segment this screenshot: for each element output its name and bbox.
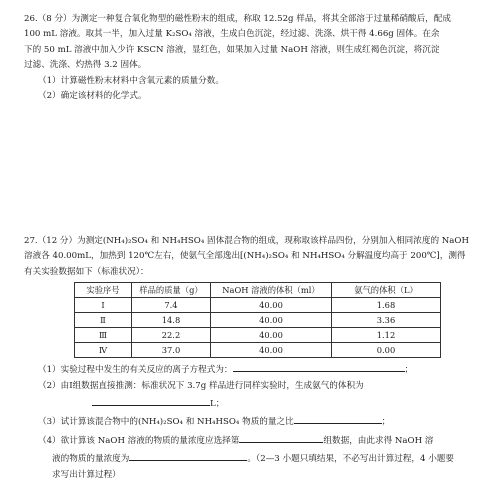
table-cell: Ⅱ — [75, 313, 132, 328]
table-cell: 40.00 — [211, 343, 332, 358]
q27-sub-2-end: L； — [210, 399, 225, 410]
answer-blank-ammonia-volume[interactable] — [92, 394, 210, 406]
q27-sub-4-note: 求写出计算过程） — [52, 469, 121, 480]
answer-blank-naoh-concentration[interactable] — [129, 449, 247, 461]
q27-sub-3 — [24, 412, 474, 430]
table-row — [75, 328, 441, 343]
table-cell: 3.36 — [332, 313, 441, 328]
table-row — [75, 313, 441, 328]
table-cell: 40.00 — [211, 328, 332, 343]
experiment-data-table — [74, 282, 441, 358]
q26-sub-1: （1）计算磁性粉末材料中含氧元素的质量分数。 — [38, 75, 224, 86]
q27-sub-1-end: ； — [404, 365, 414, 376]
q27-line: 溶液各 40.00mL，加热到 120℃左右，使氨气全部逸出[(NH₄)₂SO₄ 和 NH₄HSO₄ 分解温度均高于 200℃]，测得 — [24, 251, 466, 262]
table-cell: Ⅳ — [75, 343, 132, 358]
table-header: NaOH 溶液的体积（ml） — [211, 283, 332, 298]
table-cell: 7.4 — [132, 298, 211, 313]
table-cell: 40.00 — [211, 298, 332, 313]
table-header: 氨气的体积（L） — [332, 283, 441, 298]
question-26 — [24, 12, 474, 104]
q26-line: 过滤、洗涤、灼热得 3.2 固体。 — [24, 60, 147, 71]
table-header: 实验序号 — [75, 283, 132, 298]
table-cell: 0.00 — [332, 343, 441, 358]
q27-line: 有关实验数据如下（标准状况）： — [24, 266, 149, 277]
table-cell: 14.8 — [132, 313, 211, 328]
q26-sub-2: （2）确定该材料的化学式。 — [38, 91, 147, 102]
table-cell: 1.68 — [332, 298, 441, 313]
table-cell: 22.2 — [132, 328, 211, 343]
q26-line: 100 mL 溶液。取其一半，加入过量 K₂SO₄ 溶液，生成白色沉淀，经过滤、洗涤、烘干得 4.66g 固体。在余 — [24, 29, 440, 40]
table-cell: 37.0 — [132, 343, 211, 358]
table-row — [75, 298, 441, 313]
q27-line: 27.（12 分）为测定(NH₄)₂SO₄ 和 NH₄HSO₄ 固体混合物的组成，现称取该样品四份，分别加入相同浓度的 NaOH — [24, 236, 469, 246]
question-27 — [24, 234, 474, 483]
q26-line: 下的 50 mL 溶液中加入少许 KSCN 溶液，显红色，如果加入过量 NaOH 溶液，则生成红褐色沉淀，将沉淀 — [24, 44, 440, 55]
q27-sub-3-end: ； — [381, 417, 391, 428]
answer-blank-ionic-equation[interactable] — [233, 360, 405, 372]
q27-sub-2: （2）由Ⅰ组数据直接推测：标准状况下 3.7g 样品进行同样实验时，生成氨气的体积为 — [38, 380, 364, 391]
q27-sub-4-cont — [24, 449, 474, 467]
table-cell: 1.12 — [332, 328, 441, 343]
q27-sub-4-text-c: 液的物质的量浓度为 — [52, 454, 130, 465]
q27-sub-1 — [24, 360, 474, 378]
q27-sub-4 — [24, 431, 474, 449]
answer-blank-mole-ratio[interactable] — [294, 412, 382, 424]
q27-sub-4-text-a: （4）欲计算该 NaOH 溶液的物质的量浓度应选择第 — [38, 435, 240, 446]
q27-sub-2-answer — [24, 394, 474, 412]
table-cell: Ⅰ — [75, 298, 132, 313]
table-cell: 40.00 — [211, 313, 332, 328]
q27-sub-4-text-b: 组数据，由此求得 NaOH 溶 — [323, 435, 434, 446]
q27-sub-3-text: （3）试计算该混合物中的(NH₄)₂SO₄ 和 NH₄HSO₄ 物质的量之比 — [38, 417, 294, 428]
table-header-row — [75, 283, 441, 298]
answer-blank-data-group[interactable] — [239, 431, 323, 443]
table-header: 样品的质量（g） — [132, 283, 211, 298]
table-row — [75, 343, 441, 358]
q27-sub-1-text: （1）实验过程中发生的有关反应的离子方程式为： — [38, 365, 233, 376]
q26-line: 26.（8 分）为测定一种复合氧化物型的磁性粉末的组成，称取 12.52g 样品，将其全部溶于过量稀硝酸后，配成 — [24, 14, 451, 24]
q27-sub-4-text-d: 。（2—3 小题只填结果，不必写出计算过程，4 小题要 — [247, 454, 454, 465]
table-cell: Ⅲ — [75, 328, 132, 343]
